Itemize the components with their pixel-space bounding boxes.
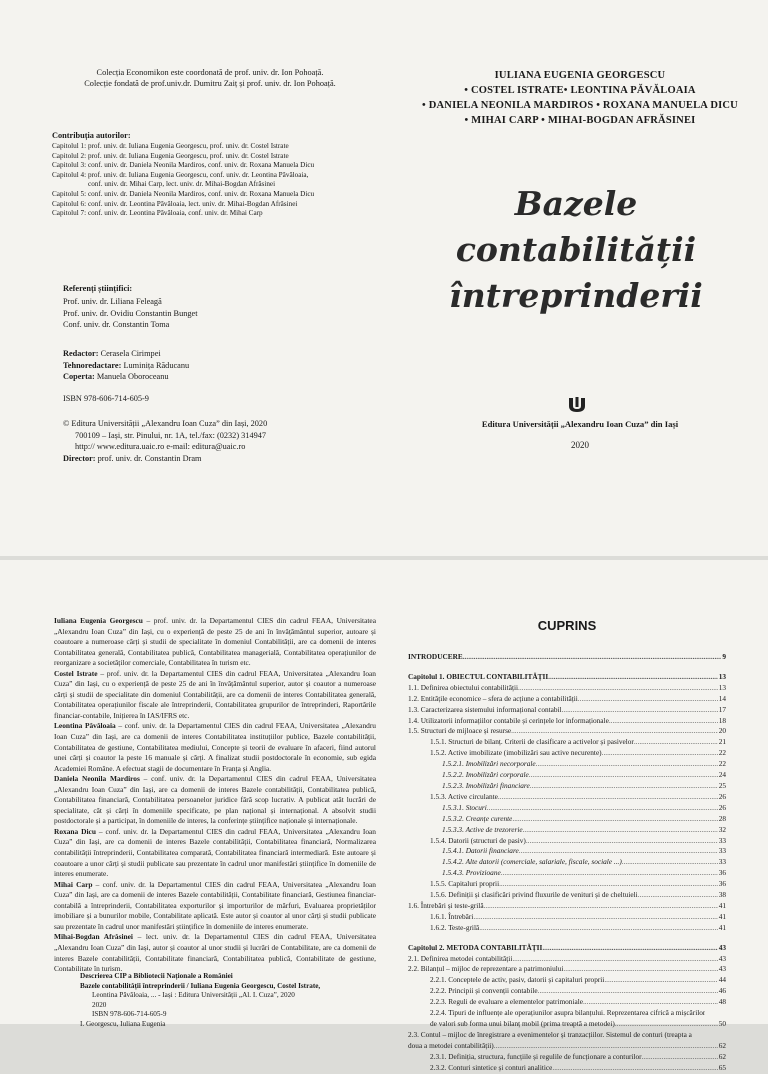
tehno: Luminița Răducanu — [123, 360, 190, 370]
series-note — [40, 67, 380, 89]
toc-leader — [604, 975, 717, 986]
coperta-label: Coperta: — [63, 372, 95, 381]
toc-row — [408, 792, 726, 803]
toc-row — [408, 1019, 726, 1030]
copyright: © Editura Universității „Alexandru Ioan Cuza” din Iași, 2020 — [63, 419, 268, 428]
toc-row — [408, 652, 726, 663]
web: http:// www.editura.uaic.ro e-mail: editura@uaic.ro — [75, 442, 246, 451]
toc-title: 1.3. Caracterizarea sistemului informațional contabil — [408, 704, 562, 714]
author-bio — [54, 616, 376, 669]
toc-title: 2.2.3. Reguli de evaluare a elementelor patrimoniale — [430, 997, 583, 1007]
author-bios — [54, 616, 376, 975]
toc-leader — [519, 846, 718, 857]
toc-page: 9 — [722, 652, 726, 661]
toc-leader — [562, 705, 718, 716]
toc-row — [408, 846, 726, 857]
contrib-line: Capitolul 7: conf. univ. dr. Leontina Păvăloaia, conf. univ. dr. Mihai Carp — [52, 209, 263, 218]
toc-row — [408, 943, 726, 954]
bio-text: – prof. univ. dr. la Departamentul CIES din cadrul FEAA, Universitatea „Alexandru Ioan Cuza” din Iași, cu o experiență de peste 25 de ani în învățământul superior, autoare și coautoare a numeroase cărți și studii de specialitate în domeniul Contabilității, are ca domenii de interes Contabilitatea generală, Contabilitatea publică, Contabilitatea managerială, Contabilitatea operațiunilor de reorganizare a societăților comerciale, Contabilitatea în turism etc. — [54, 616, 376, 668]
toc-leader — [526, 836, 718, 847]
toc-row — [408, 781, 726, 792]
toc-leader — [518, 683, 718, 694]
toc-leader — [529, 770, 718, 781]
toc-leader — [512, 814, 717, 825]
toc-leader — [498, 792, 718, 803]
contrib-line: Capitolul 6: conf. univ. dr. Leontina Păvăloaia, lect. univ. dr. Mihai-Bogdan Afrăsinei — [52, 199, 298, 208]
contrib-line: Capitolul 1: prof. univ. dr. Iuliana Eugenia Georgescu, prof. univ. dr. Costel Istrate — [52, 142, 289, 150]
toc-leader — [538, 986, 718, 997]
toc-page: 41 — [718, 900, 726, 910]
toc-page: 41 — [718, 911, 726, 921]
toc-page: 33 — [718, 857, 726, 867]
toc-page: 13 — [718, 671, 726, 681]
director: prof. univ. dr. Constantin Dram — [97, 453, 202, 463]
toc-page: 18 — [718, 715, 726, 725]
toc-page: 32 — [718, 824, 726, 834]
cip-lines — [80, 982, 380, 1030]
bio-name: Roxana Dicu — [54, 826, 96, 836]
toc-title: 1.5.2.3. Imobilizări financiare — [442, 780, 530, 790]
toc-page: 17 — [718, 704, 726, 714]
toc-leader — [512, 954, 717, 965]
toc-row — [408, 912, 726, 923]
contrib-line: Capitolul 3: conf. univ. dr. Daniela Neonila Mardiros, conf. univ. dr. Roxana Manuela Dicu — [52, 161, 315, 170]
toc-leader — [487, 803, 718, 814]
toc-row — [408, 1030, 726, 1041]
toc-leader — [634, 737, 718, 748]
toc-title: de valori sub forma unui bilanț mobil (prima treaptă a metodei) — [430, 1019, 615, 1028]
toc-title: doua a metodei contabilității) — [408, 1040, 494, 1050]
toc-title: 2.3.1. Definiția, structura, funcțiile și regulile de funcționare a conturilor — [430, 1051, 642, 1061]
toc-title: 1.5.4.1. Datorii financiare — [442, 846, 519, 856]
redactor-label: Redactor: — [63, 349, 99, 358]
bio-text: – conf. univ. dr. la Departamentul CIES din cadrul FEAA, Universitatea „Alexandru Ioan Cuza” din Iași, are ca domenii de interes Bazele contabilității, Contabilitate financiară, Gestiunea financiar-contabilă a întreprinderii, Contabilitatea exporturilor și importurilor de mărfuri, Evaluarea proprietăților imobiliare și a bunurilor mobile, Contabilitate aplicată. Este autor și coautor al unor cărți și studii publicate sau prezentate în cadrul unor manifestări științifice în domeniile de interes enumerate. — [54, 879, 376, 931]
tehno-label: Tehnoredactare: — [63, 360, 122, 370]
toc-page: 21 — [718, 737, 726, 747]
authors-block — [410, 68, 750, 128]
cuprins-heading: CUPRINS — [537, 618, 597, 633]
toc-row — [408, 890, 726, 901]
toc-title: 1.5.4.2. Alte datorii (comerciale, salariale, fiscale, sociale ...) — [442, 857, 622, 867]
toc-leader — [642, 1052, 718, 1063]
toc-page: 14 — [718, 693, 726, 703]
table-of-contents — [408, 652, 726, 1074]
toc-row — [408, 716, 726, 727]
cip-line: Bazele contabilității întreprinderii / Iuliana Eugenia Georgescu, Costel Istrate, — [80, 981, 321, 990]
toc-leader — [473, 912, 717, 923]
bio-text: – conf. univ. dr. la Departamentul CIES din cadrul FEAA, Universitatea „Alexandru Ioan Cuza” din Iași, are ca domenii de interes Contabilitatea instituțiilor publice, Bazele contabilității, Contabilitatea de gestiune, Contabilitatea mediului, Concepte și teorii de evaluare în afaceri, fiind autorul unei cărți și coautor la peste 16 manuale și cărți. A finalizat studii postdoctorale în economie, sub egida Academiei Române. A efectuat stagii de documentare în Franța și Anglia. — [54, 721, 376, 773]
toc-title: 1.5.6. Definiții și clasificări privind fluxurile de venituri și de cheltuieli — [430, 890, 638, 900]
toc-page: 33 — [718, 846, 726, 856]
toc-row — [408, 901, 726, 912]
toc-page: 33 — [718, 835, 726, 845]
cip-line: 2020 — [92, 1000, 107, 1009]
author-line: • COSTEL ISTRATE• LEONTINA PĂVĂLOAIA — [464, 85, 696, 96]
toc-row — [408, 694, 726, 705]
toc-title: 2.3.2. Conturi sintetice și conturi analitice — [430, 1062, 553, 1072]
toc-leader — [463, 652, 722, 663]
toc-page: 62 — [718, 1051, 726, 1061]
credits — [63, 348, 363, 383]
toc-leader — [542, 943, 717, 954]
toc-row — [408, 825, 726, 836]
bio-name: Mihai-Bogdan Afrăsinei — [54, 932, 133, 942]
ref-heading: Referenți științifici: — [63, 284, 133, 293]
toc-page: 13 — [718, 682, 726, 692]
referee: Conf. univ. dr. Constantin Toma — [63, 320, 170, 329]
toc-leader — [511, 726, 718, 737]
toc-title: INTRODUCERE — [408, 652, 463, 661]
book-title — [408, 181, 744, 319]
toc-page: 36 — [718, 868, 726, 878]
toc-leader — [548, 672, 718, 683]
toc-page: 24 — [718, 770, 726, 780]
toc-leader — [479, 923, 717, 934]
toc-title: 1.6.2. Teste-grilă — [430, 922, 480, 932]
toc-page: 38 — [718, 890, 726, 900]
toc-leader — [484, 901, 718, 912]
toc-title: Capitolul 1. OBIECTUL CONTABILITĂȚII — [408, 671, 549, 681]
toc-title: Capitolul 2. METODA CONTABILITĂȚII — [408, 942, 543, 952]
bio-text: – lect. univ. dr. la Departamentul CIES din cadrul FEAA, Universitatea „Alexandru Ioan Cuza” din Iași, autor și coautor al unor studii și lucrări de Contabilitate, are ca domenii de interes Bazele contabilității, Contabilitate financiară, Contabilitatea publică, Contabilitate de gestiune, Contabilitate în turism. — [54, 932, 376, 974]
toc-leader — [602, 748, 718, 759]
imprint — [63, 418, 383, 464]
bio-name: Daniela Neonila Mardiros — [54, 774, 140, 784]
toc-leader — [615, 1019, 718, 1030]
series-line-1: Colecția Economikon este coordonată de prof. univ. dr. Ion Pohoață. — [96, 68, 324, 77]
contrib-list — [52, 142, 387, 219]
cip-heading: Descrierea CIP a Bibliotecii Naționale a României — [80, 972, 233, 980]
toc-row — [408, 1041, 726, 1052]
bio-text: – conf. univ. dr. la Departamentul CIES din cadrul FEAA, Universitatea „Alexandru Ioan Cuza” din Iași, are ca domenii de interes Bazele contabilității, Contabilitatea publică, Contabilitatea financiară, Contabilitatea persoanelor juridice fără scop lucrativ. A publicat atât lucrări de specialitate, cât și cărți în domeniile specificate, pe plan național și internațional. A absolvit studii postdoctorale și a participat, în domeniile de interes, la conferințe științifice naționale și internaționale. — [54, 774, 376, 826]
bio-name: Leontina Păvăloaia — [54, 721, 116, 731]
author-bio — [54, 774, 376, 827]
bottom-page — [0, 560, 768, 1072]
toc-row — [408, 1008, 726, 1019]
toc-page: 26 — [718, 791, 726, 801]
toc-page: 50 — [718, 1019, 726, 1028]
year: 2020 — [571, 440, 589, 450]
author-line: • DANIELA NEONILA MARDIROS • ROXANA MANUELA DICU — [422, 100, 738, 111]
contrib-line: Capitolul 4: prof. univ. dr. Iuliana Eugenia Georgescu, conf. univ. dr. Leontina Păvăloaia, — [52, 170, 309, 179]
toc-row — [408, 759, 726, 770]
toc-page: 25 — [718, 780, 726, 790]
toc-row — [408, 923, 726, 934]
toc-row — [408, 770, 726, 781]
toc-title: 2.2.4. Tipuri de influențe ale operațiunilor asupra bilanțului. Reprezentarea cifrică a mișcărilor — [430, 1008, 706, 1018]
toc-row — [408, 814, 726, 825]
toc-page: 22 — [718, 759, 726, 769]
title-line-1: Bazele contabilității — [455, 184, 697, 269]
toc-title: 1.4. Utilizatorii informațiilor contabile și cerințele lor informaționale — [408, 715, 609, 725]
toc-row — [408, 868, 726, 879]
toc-row — [408, 964, 726, 975]
toc-page: 20 — [718, 726, 726, 736]
author-bio — [54, 721, 376, 774]
toc-page: 62 — [718, 1040, 726, 1050]
toc-row — [408, 726, 726, 737]
toc-page: 36 — [718, 879, 726, 889]
toc-leader — [530, 781, 718, 792]
cip-line: ISBN 978-606-714-605-9 — [92, 1010, 167, 1019]
toc-title: 1.6. Întrebări și teste-grilă — [408, 900, 484, 910]
toc-row — [408, 705, 726, 716]
toc-page: 43 — [718, 942, 726, 952]
toc-title: 1.5.1. Structuri de bilanț. Criterii de clasificare a activelor și pasivelor — [430, 737, 634, 747]
toc-leader — [578, 694, 718, 705]
toc-leader — [501, 868, 718, 879]
toc-title: 2.3. Contul – mijloc de înregistrare a evenimentelor și tranzacțiilor. Sistemul de conturi (treapta a — [408, 1029, 692, 1039]
toc-title: 1.5.2.1. Imobilizări necorporale — [442, 759, 536, 769]
toc-row — [408, 997, 726, 1008]
toc-row — [408, 737, 726, 748]
toc-title: 1.5.3.3. Active de trezorerie — [442, 824, 523, 834]
toc-title: 1.5.5. Capitaluri proprii — [430, 879, 500, 889]
referee: Prof. univ. dr. Ovidiu Constantin Bunget — [63, 308, 198, 318]
cip-block — [80, 972, 380, 1030]
cip-line: I. Georgescu, Iuliana Eugenia — [80, 1019, 166, 1028]
cip-line: Leontina Păvăloaia, ... - Iași : Editura Universității „Al. I. Cuza”, 2020 — [92, 991, 295, 1000]
toc-page: 44 — [718, 975, 726, 985]
ref-list — [63, 296, 363, 331]
toc-row — [408, 975, 726, 986]
toc-title: 1.5.4.3. Provizioane — [442, 868, 501, 878]
toc-row — [408, 748, 726, 759]
toc-title: 1.1. Definirea obiectului contabilității — [408, 682, 519, 692]
authors-list — [410, 68, 750, 128]
toc-title: 1.6.1. Întrebări — [430, 911, 474, 921]
title-line-2: întreprinderii — [449, 276, 703, 315]
toc-leader — [494, 1041, 718, 1052]
toc-page: 43 — [718, 964, 726, 974]
toc-leader — [563, 964, 717, 975]
toc-row — [408, 879, 726, 890]
toc-leader — [638, 890, 718, 901]
toc-title: 2.2.2. Principii și convenții contabile — [430, 986, 538, 996]
toc-title: 1.5.4. Datorii (structuri de pasiv) — [430, 835, 526, 845]
author-bio — [54, 932, 376, 974]
toc-page: 48 — [718, 997, 726, 1007]
contrib-line: conf. univ. dr. Mihai Carp, lect. univ. dr. Mihai-Bogdan Afrăsinei — [88, 180, 276, 189]
bio-text: – conf. univ. dr. la Departamentul CIES din cadrul FEAA, Universitatea „Alexandru Ioan Cuza” din Iași, are ca domenii de interes Bazele contabilității, Contabilitatea financiară, Normalizarea contabilității întreprinderii, Contabilitatea comparată, Contabilitatea financiară intermediară. Este autoare și coautoare a unor cărți și studii publicate sau prezentate în cadrul unor manifestări științifice în domeniile de interes enumerate. — [54, 826, 377, 879]
isbn: ISBN 978-606-714-605-9 — [63, 394, 149, 403]
bio-name: Costel Istrate — [54, 668, 98, 678]
toc-page: 26 — [718, 802, 726, 812]
address: 700109 – Iași, str. Pinului, nr. 1A, tel./fax: (0232) 314947 — [75, 430, 267, 440]
author-bio — [54, 827, 376, 880]
toc-row — [408, 857, 726, 868]
author-line: • MIHAI CARP • MIHAI-BOGDAN AFRĂSINEI — [464, 115, 696, 126]
contrib-line: Capitolul 5: conf. univ. dr. Daniela Neonila Mardiros, conf. univ. dr. Roxana Manuela Dicu — [52, 189, 315, 198]
toc-title: 1.5.3.2. Creanțe curente — [442, 813, 513, 823]
toc-leader — [499, 879, 718, 890]
contributions — [52, 130, 387, 219]
redactor: Cerasela Cirimpei — [100, 349, 161, 358]
toc-row — [408, 986, 726, 997]
bio-name: Iuliana Eugenia Georgescu — [54, 616, 143, 625]
toc-leader — [622, 857, 718, 868]
referee: Prof. univ. dr. Liliana Feleagă — [63, 297, 162, 306]
toc-page: 46 — [718, 986, 726, 996]
coperta: Manuela Oboroceanu — [96, 372, 169, 381]
series-line-2: Colecție fondată de prof.univ.dr. Dumitru Zaiț și prof. univ. dr. Ion Pohoață. — [84, 79, 336, 88]
toc-title: 1.5.3. Active circulante — [430, 791, 498, 801]
referees — [63, 283, 363, 331]
contrib-line: Capitolul 2: prof. univ. dr. Iuliana Eugenia Georgescu, prof. univ. dr. Costel Istrate — [52, 151, 289, 160]
toc-leader — [583, 997, 718, 1008]
toc-row — [408, 1063, 726, 1074]
toc-leader — [536, 759, 718, 770]
bio-text: – prof. univ. dr. la Departamentul CIES din cadrul FEAA, Universitatea „Alexandru Ioan Cuza” din Iași, cu o experiență de peste 25 de ani în învățământul superior, autor și coautor a numeroase cărți și studii de specialitate din domeniul Contabilității, are ca domenii de interes Contabilitatea generală, Contabilitatea operațiunilor fiscale ale întreprinderii, Contabilitatea grupurilor de întreprinderi, Raportările financiar-contabile, Inițierea în IAS/IFRS etc. — [54, 668, 376, 720]
toc-leader — [552, 1063, 717, 1074]
toc-title: 1.5.2.2. Imobilizări corporale — [442, 770, 529, 780]
toc-title: 2.1. Definirea metodei contabilității — [408, 953, 513, 963]
author-bio — [54, 669, 376, 722]
toc-page: 22 — [718, 748, 726, 758]
toc-row — [408, 683, 726, 694]
toc-row — [408, 672, 726, 683]
toc-leader — [609, 716, 718, 727]
toc-title: 2.2. Bilanțul – mijloc de reprezentare a patrimoniului — [408, 964, 564, 974]
toc-title: 1.5.3.1. Stocuri — [442, 802, 487, 812]
toc-title: 2.2.1. Conceptele de activ, pasiv, datorii și capitaluri proprii — [430, 975, 605, 985]
bio-name: Mihai Carp — [54, 879, 93, 889]
toc-title: 1.5.2. Active imobilizate (imobilizări sau active necurente) — [430, 748, 602, 758]
toc-page: 65 — [718, 1062, 726, 1072]
toc-leader — [523, 825, 718, 836]
author-line: IULIANA EUGENIA GEORGESCU — [494, 70, 666, 81]
publisher: Editura Universității „Alexandru Ioan Cuza” din Iași — [481, 419, 679, 429]
toc-page: 28 — [718, 813, 726, 823]
toc-row — [408, 954, 726, 965]
author-bio — [54, 880, 376, 933]
publisher-logo-icon — [566, 396, 588, 414]
toc-row — [408, 803, 726, 814]
toc-row — [408, 1052, 726, 1063]
toc-title: 1.2. Entitățile economice – sfera de acțiune a contabilității — [408, 693, 578, 703]
toc-row — [408, 836, 726, 847]
toc-page: 43 — [718, 953, 726, 963]
toc-page: 41 — [718, 922, 726, 932]
contrib-heading: Contribuția autorilor: — [52, 131, 131, 140]
toc-title: 1.5. Structuri de mijloace și resurse — [408, 726, 512, 736]
director-label: Director: — [63, 453, 96, 463]
